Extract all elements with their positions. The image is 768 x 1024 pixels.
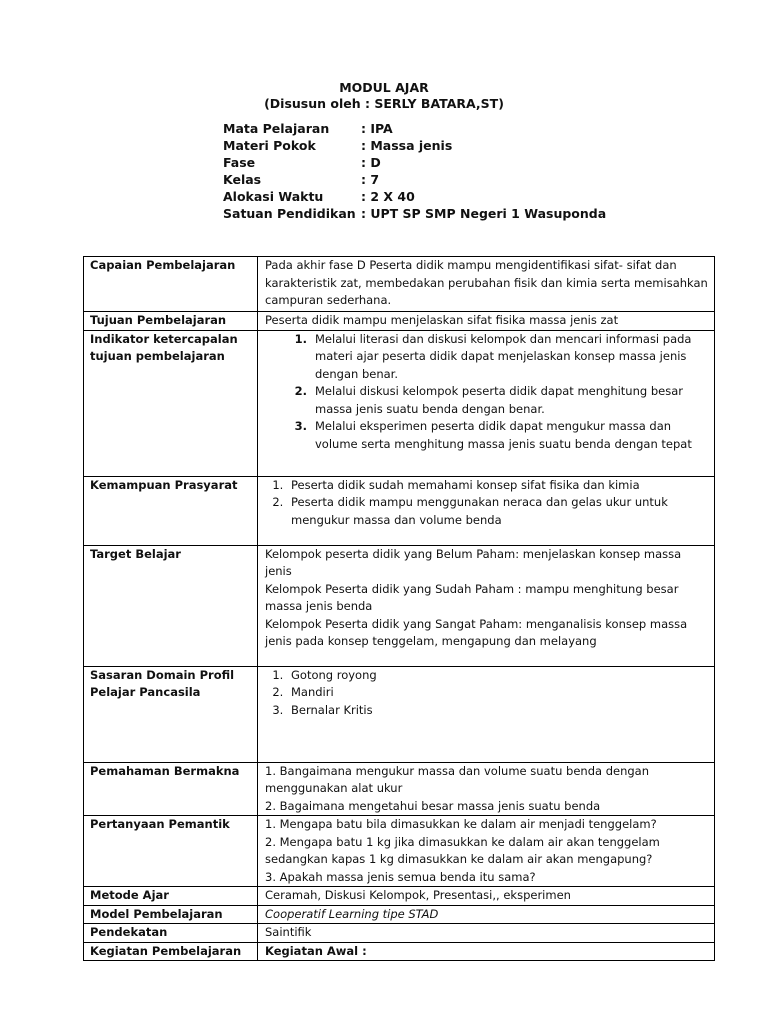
row-value: Saintifik bbox=[258, 924, 715, 943]
understanding-line: 2. Bagaimana mengetahui besar massa jenis suatu benda bbox=[265, 798, 601, 813]
row-label: Indikator ketercapalan tujuan pembelajaran bbox=[84, 330, 258, 476]
row-value: Kegiatan Awal : bbox=[258, 942, 715, 961]
meta-row-topic: Materi Pokok : Massa jenis bbox=[223, 138, 453, 153]
row-value bbox=[258, 545, 715, 666]
row-value: Peserta didik mampu menjelaskan sifat fisika massa jenis zat bbox=[258, 312, 715, 331]
target-line: Kelompok Peserta didik yang Sangat Paham: menganalisis konsep massa jenis pada konsep tenggelam, mengapung dan melayang bbox=[265, 616, 688, 648]
meta-row-school: Satuan Pendidikan : UPT SP SMP Negeri 1 Wasuponda bbox=[223, 206, 607, 221]
document-title: MODUL AJAR bbox=[339, 80, 429, 95]
row-value bbox=[258, 476, 715, 545]
list-item: 3. Melalui eksperimen peserta didik dapat mengukur massa dan volume serta menghitung massa jenis suatu benda dengan tepat bbox=[311, 418, 710, 453]
list-item: 2. Melalui diskusi kelompok peserta didik dapat menghitung besar massa jenis suatu benda dengan benar. bbox=[311, 383, 710, 418]
indicator-list bbox=[265, 331, 710, 454]
row-label: Kegiatan Pembelajaran bbox=[84, 942, 258, 961]
profile-list bbox=[265, 667, 710, 720]
row-prasyarat bbox=[84, 476, 715, 545]
row-pemahaman bbox=[84, 762, 715, 816]
row-label: Kemampuan Prasyarat bbox=[84, 476, 258, 545]
row-label: Model Pembelajaran bbox=[84, 905, 258, 924]
row-label: Pemahaman Bermakna bbox=[84, 762, 258, 816]
row-label: Sasaran Domain Profil Pelajar Pancasila bbox=[84, 666, 258, 762]
row-indikator bbox=[84, 330, 715, 476]
question-line: 3. Apakah massa jenis semua benda itu sama? bbox=[265, 869, 536, 884]
row-label: Capaian Pembelajaran bbox=[84, 257, 258, 312]
row-value bbox=[258, 330, 715, 476]
row-pertanyaan bbox=[84, 816, 715, 887]
row-metode bbox=[84, 887, 715, 906]
lesson-plan-table bbox=[83, 256, 715, 961]
row-label: Pendekatan bbox=[84, 924, 258, 943]
understanding-line: 1. Bangaimana mengukur massa dan volume suatu benda dengan menggunakan alat ukur bbox=[265, 763, 649, 795]
document-subtitle: (Disusun oleh : SERLY BATARA,ST) bbox=[264, 96, 504, 111]
list-item: 2. Mandiri bbox=[287, 684, 710, 702]
list-item: 3. Bernalar Kritis bbox=[287, 702, 710, 720]
row-value bbox=[258, 762, 715, 816]
meta-row-subject: Mata Pelajaran : IPA bbox=[223, 121, 393, 136]
row-profil bbox=[84, 666, 715, 762]
row-label: Pertanyaan Pemantik bbox=[84, 816, 258, 887]
row-value bbox=[258, 816, 715, 887]
question-line: 2. Mengapa batu 1 kg jika dimasukkan ke dalam air akan tenggelam sedangkan kapas 1 kg dimasukkan ke dalam air akan mengapung? bbox=[265, 834, 660, 866]
meta-row-time: Alokasi Waktu : 2 X 40 bbox=[223, 189, 415, 204]
list-item: 1. Gotong royong bbox=[287, 667, 710, 685]
row-target bbox=[84, 545, 715, 666]
target-line: Kelompok Peserta didik yang Sudah Paham : mampu menghitung besar massa jenis benda bbox=[265, 581, 679, 613]
prerequisite-list bbox=[265, 477, 710, 530]
row-pendekatan bbox=[84, 924, 715, 943]
row-label: Tujuan Pembelajaran bbox=[84, 312, 258, 331]
meta-row-class: Kelas : 7 bbox=[223, 172, 380, 187]
row-label: Metode Ajar bbox=[84, 887, 258, 906]
row-capaian bbox=[84, 257, 715, 312]
row-value: Ceramah, Diskusi Kelompok, Presentasi,, eksperimen bbox=[258, 887, 715, 906]
list-item: 2. Peserta didik mampu menggunakan neraca dan gelas ukur untuk mengukur massa dan volume benda bbox=[287, 494, 710, 529]
metadata-block bbox=[223, 120, 606, 222]
list-item: 1. Melalui literasi dan diskusi kelompok dan mencari informasi pada materi ajar peserta didik dapat menjelaskan konsep massa jenis dengan benar. bbox=[311, 331, 710, 384]
row-value bbox=[258, 666, 715, 762]
row-value: Cooperatif Learning tipe STAD bbox=[258, 905, 715, 924]
row-tujuan bbox=[84, 312, 715, 331]
target-line: Kelompok peserta didik yang Belum Paham: menjelaskan konsep massa jenis bbox=[265, 546, 682, 578]
row-kegiatan bbox=[84, 942, 715, 961]
row-model bbox=[84, 905, 715, 924]
list-item: 1. Peserta didik sudah memahami konsep sifat fisika dan kimia bbox=[287, 477, 710, 495]
meta-row-phase: Fase : D bbox=[223, 155, 381, 170]
row-label: Target Belajar bbox=[84, 545, 258, 666]
question-line: 1. Mengapa batu bila dimasukkan ke dalam air menjadi tenggelam? bbox=[265, 817, 657, 831]
row-value: Pada akhir fase D Peserta didik mampu mengidentifikasi sifat- sifat dan karakteristik zat, membedakan perubahan fisik dan kimia serta memisahkan campuran sederhana. bbox=[258, 257, 715, 312]
